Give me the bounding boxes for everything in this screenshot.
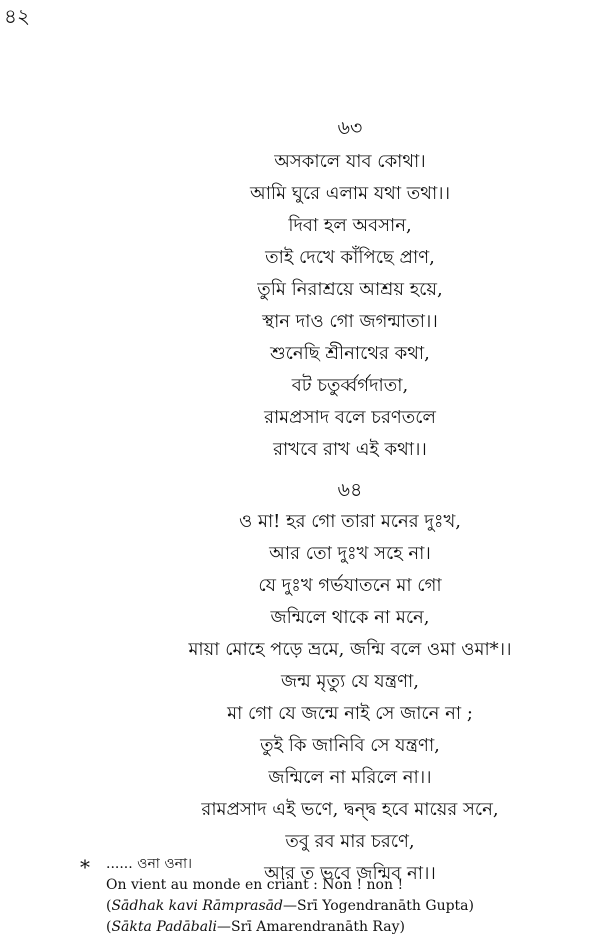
page-number: ৪২	[4, 4, 30, 28]
poem	[0, 506, 600, 890]
footnote	[80, 854, 580, 896]
poem-line: মায়া মোহে পড়ে ভ্রমে, জন্মি বলে ওমা ওমা*।।	[188, 639, 512, 660]
poem-line: মা গো যে জন্মে নাই সে জানে না ;	[227, 703, 473, 724]
reference-author: Srī Yogendranāth Gupta	[297, 898, 469, 914]
footnote-reference: (Sādhak kavi Rāmprasād—Srī Yogendranāth Gupta)	[106, 898, 474, 914]
poem-line: স্থান দাও গো জগন্মাতা।।	[262, 311, 438, 332]
poem-number: ৬৪	[337, 479, 363, 501]
poem-line: দিবা হল অবসান,	[288, 215, 412, 236]
poem-line: শুনেছি শ্রীনাথের কথা,	[270, 343, 430, 364]
poem-line: রামপ্রসাদ বলে চরণতলে	[264, 407, 436, 428]
poem-line: রাখবে রাখ এই কথা।।	[273, 439, 427, 460]
poem	[0, 146, 600, 466]
footnote-bengali: ...... ওনা ওনা।	[106, 856, 193, 872]
footnote-marker: *	[80, 855, 90, 879]
poem-number: ৬৩	[337, 117, 363, 139]
reference-title: Sādhak kavi Rāmprasād	[111, 898, 283, 914]
poem-line: ও মা! হর গো তারা মনের দুঃখ,	[238, 511, 462, 532]
poem-line: আর ত ভবে জন্মিব না।।	[264, 863, 436, 884]
poem-line: রামপ্রসাদ এই ভণে, দ্বন্দ্ব হবে মায়ের সনে,	[201, 799, 499, 820]
poem-line: জন্ম মৃত্যু যে যন্ত্রণা,	[281, 671, 419, 692]
poem-line: তাই দেখে কাঁপিছে প্রাণ,	[265, 247, 435, 268]
poem-line: তুমি নিরাশ্রয়ে আশ্রয় হয়ে,	[257, 279, 443, 300]
poem-line: যে দুঃখ গর্ভযাতনে মা গো	[258, 575, 442, 596]
poem-line: আর তো দুঃখ সহে না।	[269, 543, 431, 564]
poem-line: জন্মিলে থাকে না মনে,	[270, 607, 430, 628]
poem-line: বট চতুর্ব্বর্গদাতা,	[291, 375, 409, 396]
poem-line: অসকালে যাব কোথা।	[274, 151, 426, 172]
reference-author: Srī Amarendranāth Ray	[231, 919, 400, 935]
poem-line: তবু রব মার চরণে,	[285, 831, 415, 852]
footnote-reference: (Sākta Padābali—Srī Amarendranāth Ray)	[106, 919, 406, 935]
reference-title: Sākta Padābali	[111, 919, 218, 935]
poem-line: জন্মিলে না মরিলে না।।	[268, 767, 432, 788]
poem-line: তুই কি জানিবি সে যন্ত্রণা,	[260, 735, 440, 756]
poem-line: আমি ঘুরে এলাম যথা তথা।।	[249, 183, 451, 204]
footnote-french: On vient au monde en criant : Non ! non !	[106, 877, 404, 893]
